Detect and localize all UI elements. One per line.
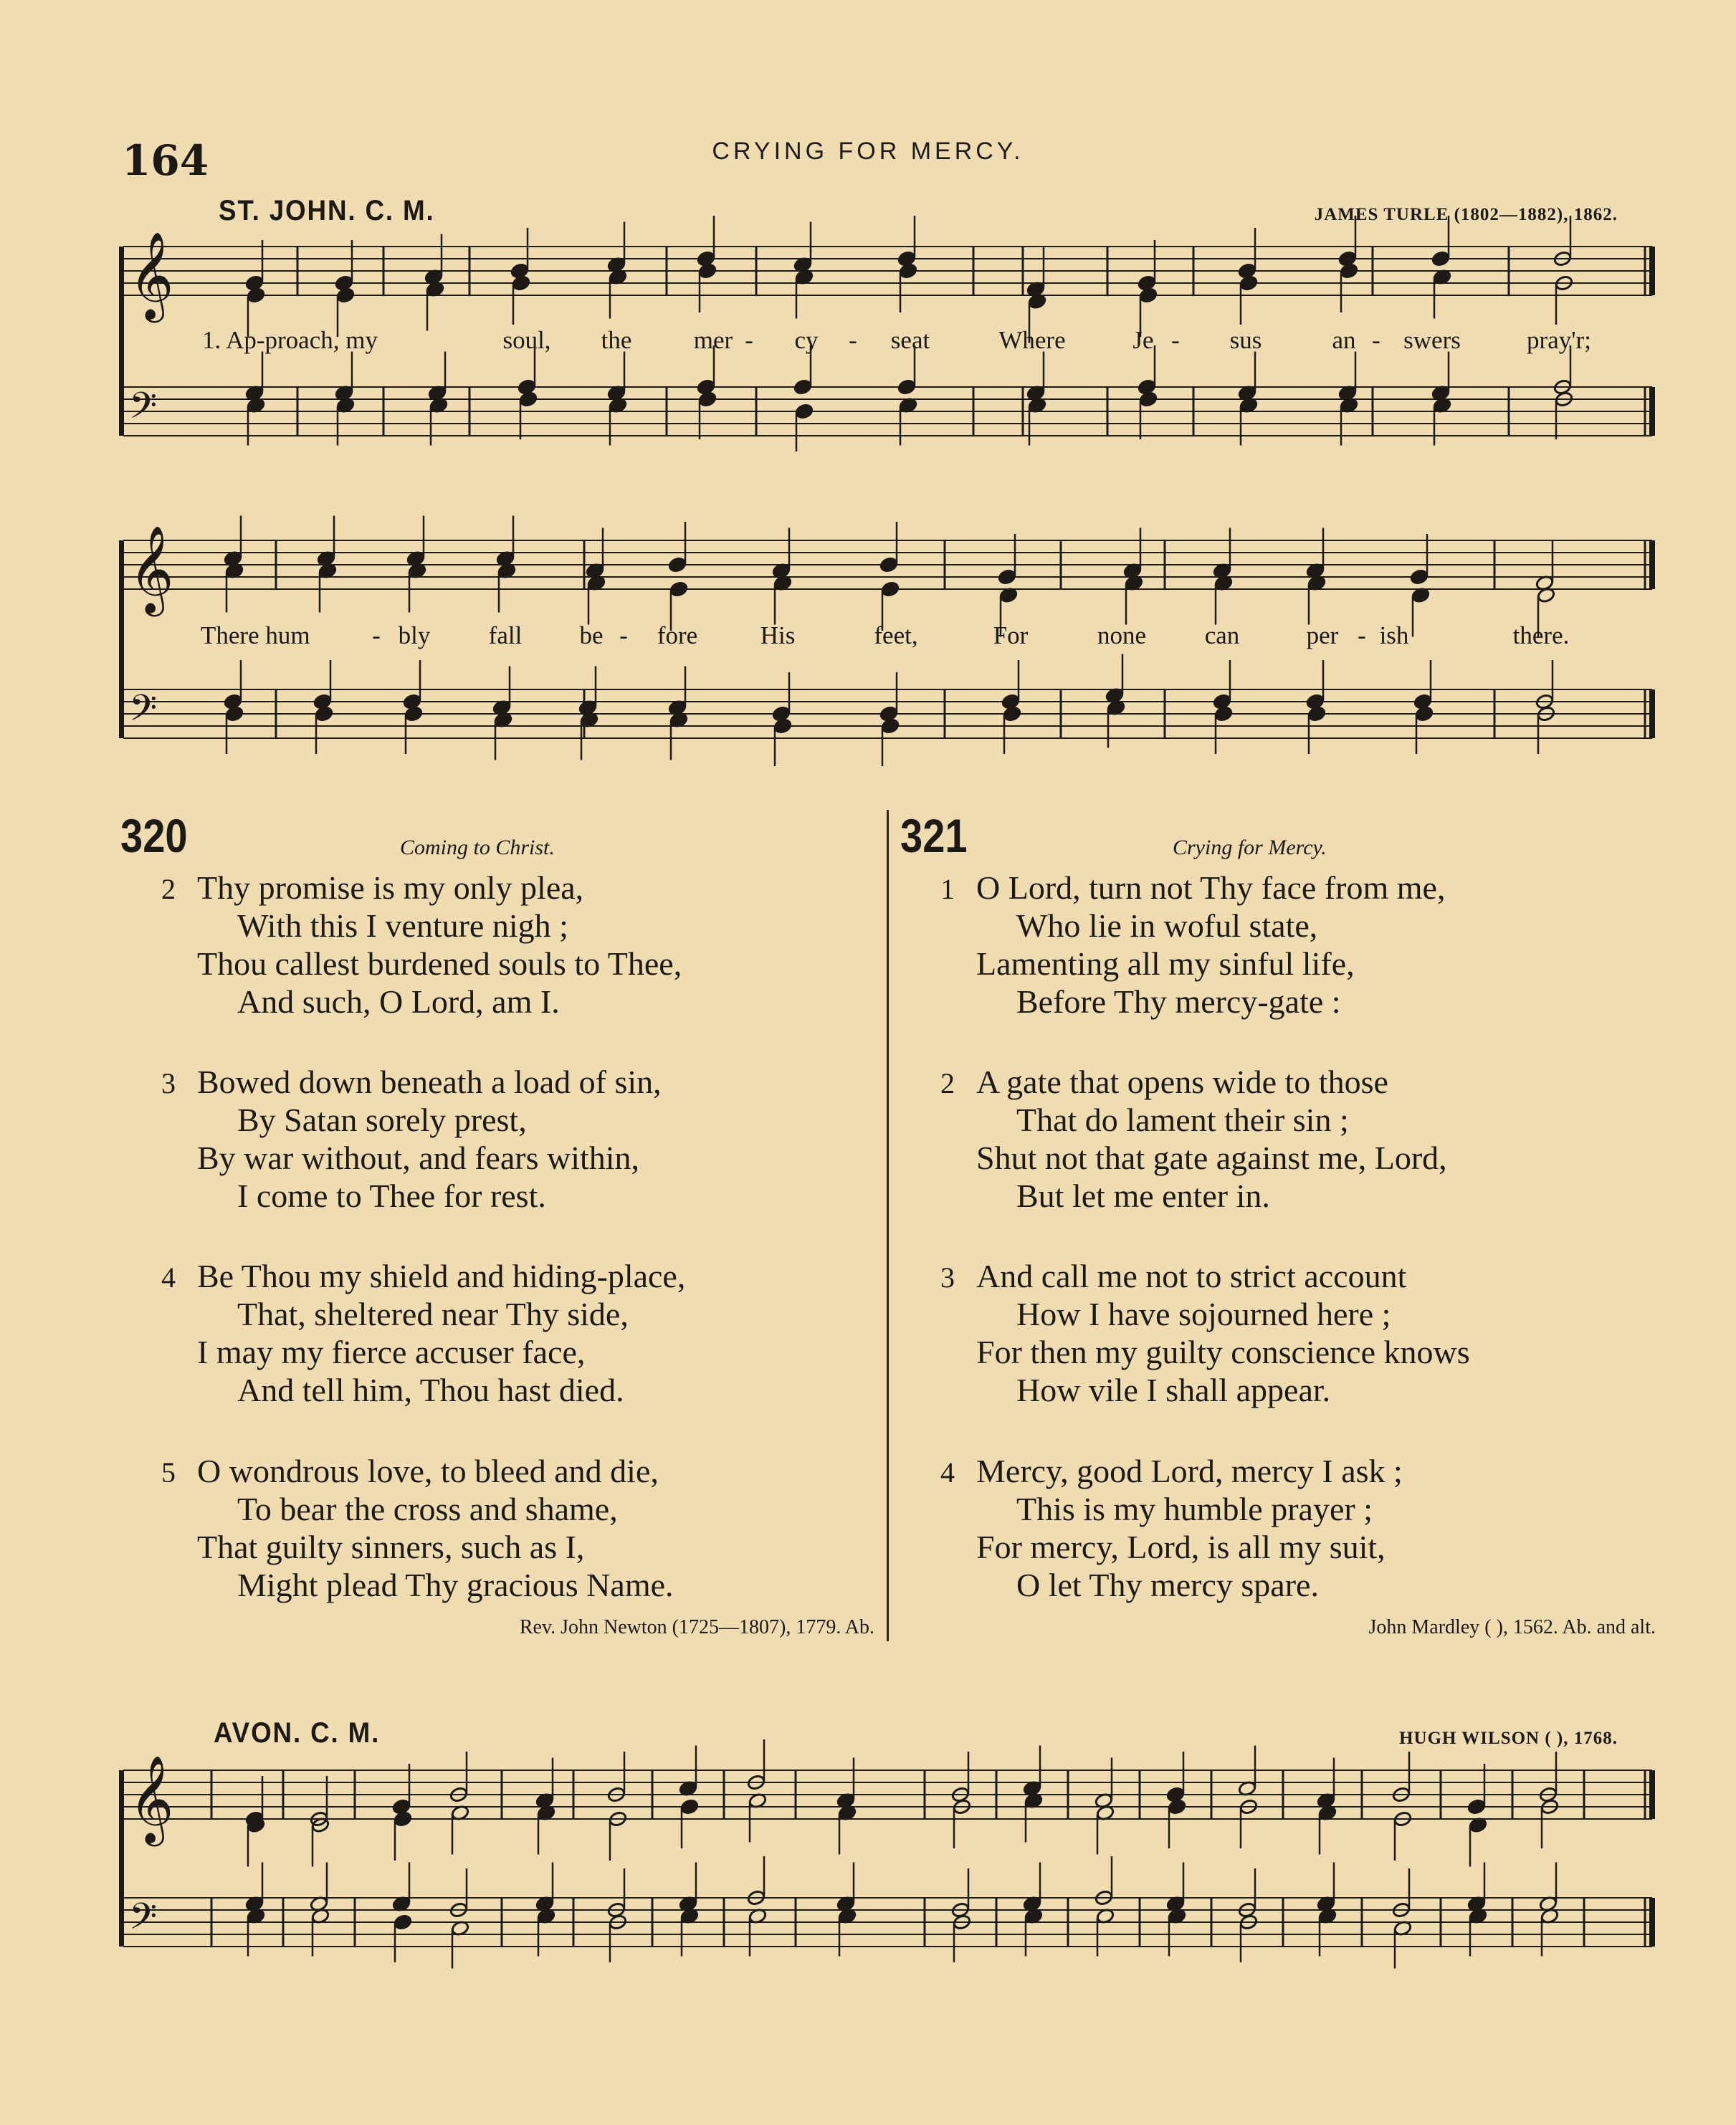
note-head [879, 556, 898, 573]
lyric-syllable: per [1306, 621, 1339, 649]
lyric-syllable: His [760, 621, 796, 649]
stanza-number: 1 [940, 873, 955, 905]
tune-name-st-john: ST. JOHN. C. M. [219, 195, 435, 226]
stanza-line: But let me enter in. [1016, 1178, 1270, 1214]
hymn-title-320: Coming to Christ. [400, 836, 555, 859]
final-bar-line [1649, 1770, 1655, 1819]
final-bar-line [1649, 540, 1655, 589]
stanza-line: Thy promise is my only plea, [197, 869, 584, 906]
note-head [668, 556, 687, 573]
note-head [897, 378, 916, 395]
stanza [940, 869, 1446, 1021]
column-divider [887, 810, 889, 1641]
lyric-syllable: soul, [502, 326, 551, 354]
stanza-line: To bear the cross and shame, [237, 1491, 618, 1527]
attribution-321: John Mardley ( ), 1562. Ab. and alt. [1368, 1616, 1656, 1638]
stanza [161, 1063, 662, 1215]
stanza [161, 869, 682, 1021]
treble-clef: 𝄞 [129, 1754, 174, 1843]
composer-avon: HUGH WILSON ( ), 1768. [1399, 1729, 1618, 1748]
lyric-syllable: - [372, 621, 381, 649]
stanza-line: This is my humble prayer ; [1016, 1491, 1373, 1527]
lyric-syllable: 1. Ap-proach, my [202, 326, 378, 354]
stanza-line: Who lie in woful state, [1016, 907, 1318, 944]
treble-clef: 𝄞 [129, 525, 174, 613]
lyric-syllable: Where [998, 326, 1066, 354]
composer-st-john: JAMES TURLE (1802—1882), 1862. [1314, 205, 1618, 224]
stanza-line: I may my fierce accuser face, [197, 1334, 586, 1370]
lyric-syllable: an [1332, 326, 1356, 354]
stanza-line: With this I venture nigh ; [237, 907, 568, 944]
lyric-syllable: the [601, 326, 632, 354]
note-head [1467, 1798, 1486, 1815]
lyric-syllable: - [745, 326, 753, 354]
stanza-line: Shut not that gate against me, Lord, [976, 1140, 1447, 1176]
stanza-line: O wondrous love, to bleed and die, [197, 1453, 659, 1489]
final-bar-line [1649, 387, 1655, 436]
lyric-syllable: - [1372, 326, 1380, 354]
stanza-line: That, sheltered near Thy side, [237, 1296, 629, 1332]
stanza-line: By Satan sorely prest, [237, 1102, 527, 1138]
lyric-syllable: For [993, 621, 1029, 649]
stanza-line: Might plead Thy gracious Name. [237, 1567, 674, 1603]
stanza [940, 1452, 1403, 1604]
stanza-line: How I have sojourned here ; [1016, 1296, 1391, 1332]
attribution-320: Rev. John Newton (1725—1807), 1779. Ab. [519, 1616, 874, 1638]
final-bar-line [1649, 689, 1655, 738]
page-number: 164 [122, 136, 209, 185]
lyric-syllable: none [1097, 621, 1147, 649]
hymn-number-320: 320 [120, 809, 188, 862]
lyric-syllable: mer [693, 326, 733, 354]
final-bar-line [1649, 1898, 1655, 1947]
stanza [940, 1257, 1470, 1409]
lyric-syllable: - [849, 326, 857, 354]
stanza-number: 3 [161, 1067, 176, 1099]
lyric-syllable: - [619, 621, 628, 649]
stanza-line: For then my guilty conscience knows [976, 1334, 1470, 1370]
stanza-number: 2 [940, 1067, 955, 1099]
stanza-line: Bowed down beneath a load of sin, [197, 1064, 662, 1100]
stanza-line: That do lament their sin ; [1016, 1102, 1349, 1138]
hymn-number-321: 321 [900, 809, 968, 862]
stanza-line: A gate that opens wide to those [976, 1064, 1388, 1100]
lyric-syllable: - [1171, 326, 1180, 354]
bass-clef: 𝄢 [129, 1896, 158, 1947]
lyric-syllable: - [1358, 621, 1366, 649]
stanza [161, 1257, 686, 1409]
lyric-syllable: can [1204, 621, 1240, 649]
final-bar-line [1649, 247, 1655, 295]
lyric-syllable: bly [398, 621, 431, 649]
stanza-line: That guilty sinners, such as I, [197, 1529, 585, 1565]
lyric-syllable: cy [794, 326, 819, 354]
lyric-syllable: There hum [201, 621, 310, 649]
lyric-syllable: Je [1132, 326, 1154, 354]
stanza-line: Lamenting all my sinful life, [976, 945, 1355, 982]
note-head [1410, 568, 1429, 585]
bass-clef: 𝄢 [129, 385, 158, 436]
system-brace [119, 1770, 124, 1947]
treble-clef: 𝄞 [129, 231, 174, 319]
stanza-line: Be Thou my shield and hiding-place, [197, 1258, 686, 1294]
system-brace [119, 540, 124, 738]
lyric-syllable: feet, [874, 621, 918, 649]
hymn-title-321: Crying for Mercy. [1173, 836, 1327, 859]
stanza-line: And call me not to strict account [976, 1258, 1407, 1294]
note-head [998, 568, 1016, 585]
stanza-line: I come to Thee for rest. [237, 1178, 546, 1214]
stanza-number: 2 [161, 873, 176, 905]
stanza-line: Thou callest burdened souls to Thee, [197, 945, 682, 982]
stanza [161, 1452, 674, 1604]
stanza-number: 5 [161, 1456, 176, 1489]
lyric-syllable: be [579, 621, 604, 649]
lyric-syllable: ish [1379, 621, 1409, 649]
stanza-line: How vile I shall appear. [1016, 1372, 1331, 1408]
lyric-syllable: fall [488, 621, 523, 649]
stanza-line: And tell him, Thou hast died. [237, 1372, 624, 1408]
lyric-syllable: pray'r; [1527, 326, 1591, 354]
lyric-syllable: fore [657, 621, 698, 649]
lyric-syllable: sus [1229, 326, 1262, 354]
note-head [881, 581, 900, 597]
stanza-line: By war without, and fears within, [197, 1140, 640, 1176]
bass-clef: 𝄢 [129, 687, 158, 738]
note-head [795, 403, 814, 419]
note-head [394, 1914, 412, 1930]
system-brace [119, 247, 124, 436]
stanza-line: For mercy, Lord, is all my suit, [976, 1529, 1386, 1565]
stanza-number: 4 [940, 1456, 955, 1489]
stanza-line: O Lord, turn not Thy face from me, [976, 869, 1446, 906]
note-head [793, 378, 812, 395]
lyric-syllable: swers [1403, 326, 1461, 354]
tune-name-avon: AVON. C. M. [214, 1717, 381, 1749]
note-head [680, 1798, 699, 1815]
stanza-line: O let Thy mercy spare. [1016, 1567, 1319, 1603]
note-head [1431, 250, 1450, 267]
stanza-line: Before Thy mercy-gate : [1016, 983, 1341, 1020]
stanza-line: And such, O Lord, am I. [237, 983, 560, 1020]
stanza-number: 4 [161, 1261, 176, 1294]
lyric-syllable: there. [1512, 621, 1570, 649]
running-head: CRYING FOR MERCY. [712, 138, 1024, 165]
note-head [669, 581, 688, 597]
lyric-syllable: seat [890, 326, 930, 354]
stanza [940, 1063, 1447, 1215]
stanza-number: 3 [940, 1261, 955, 1294]
stanza-line: Mercy, good Lord, mercy I ask ; [976, 1453, 1403, 1489]
